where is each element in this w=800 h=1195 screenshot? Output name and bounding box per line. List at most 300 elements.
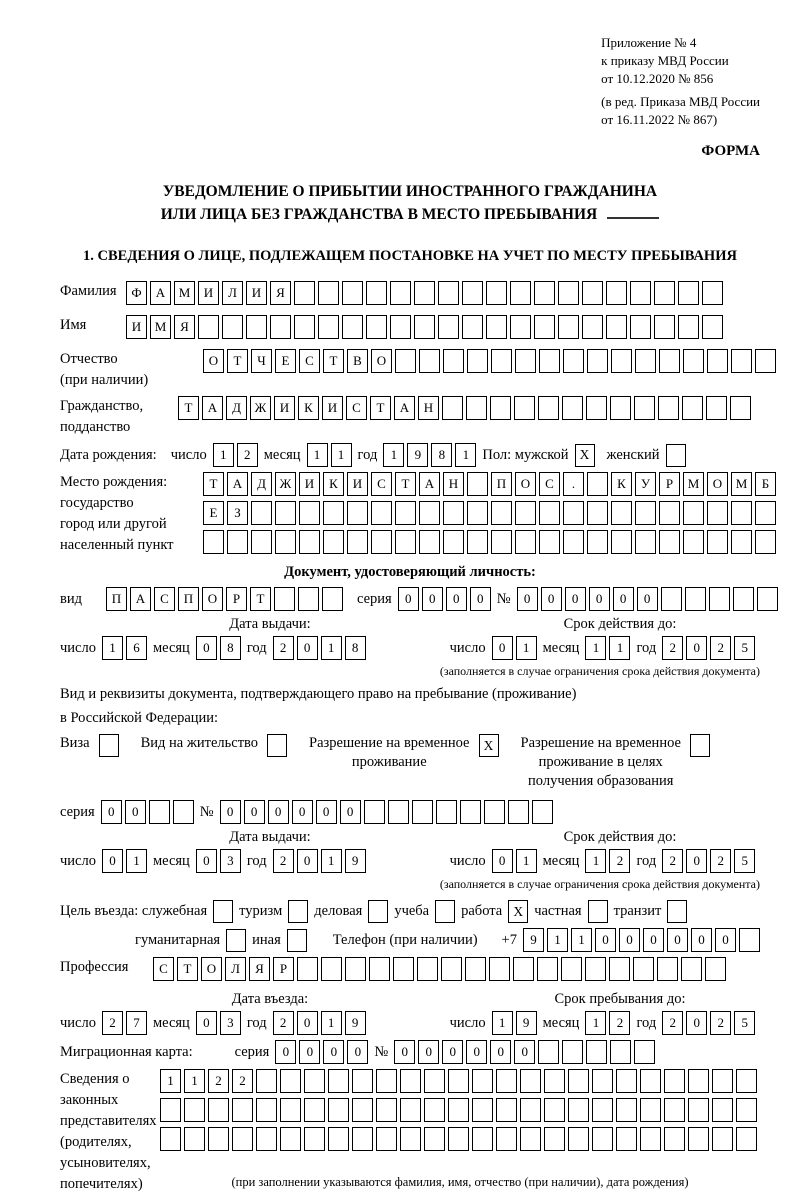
char-cell[interactable] — [515, 349, 536, 373]
char-cell[interactable] — [203, 530, 224, 554]
char-cell[interactable] — [486, 315, 507, 339]
char-cell[interactable] — [688, 1127, 709, 1151]
char-cell[interactable] — [685, 587, 706, 611]
char-cell[interactable] — [442, 396, 463, 420]
char-cell[interactable] — [683, 349, 704, 373]
char-cell[interactable]: . — [563, 472, 584, 496]
char-cell[interactable] — [256, 1127, 277, 1151]
char-cell[interactable] — [538, 396, 559, 420]
char-cell[interactable] — [369, 957, 390, 981]
char-cell[interactable] — [496, 1069, 517, 1093]
char-cell[interactable] — [275, 501, 296, 525]
char-cell[interactable]: Д — [251, 472, 272, 496]
char-cell[interactable]: 1 — [321, 849, 342, 873]
char-cell[interactable]: О — [203, 349, 224, 373]
char-cell[interactable]: 2 — [208, 1069, 229, 1093]
char-cell[interactable]: 0 — [125, 800, 146, 824]
char-cell[interactable] — [562, 1040, 583, 1064]
char-cell[interactable] — [563, 501, 584, 525]
char-cell[interactable]: 2 — [710, 636, 731, 660]
char-cell[interactable]: 2 — [237, 443, 258, 467]
char-cell[interactable] — [755, 530, 776, 554]
char-cell[interactable]: 1 — [492, 1011, 513, 1035]
char-cell[interactable]: 0 — [589, 587, 610, 611]
char-cell[interactable]: И — [198, 281, 219, 305]
char-cell[interactable] — [328, 1069, 349, 1093]
char-cell[interactable]: 9 — [345, 849, 366, 873]
char-cell[interactable] — [510, 281, 531, 305]
char-cell[interactable]: 0 — [442, 1040, 463, 1064]
char-cell[interactable]: 0 — [394, 1040, 415, 1064]
char-cell[interactable] — [609, 957, 630, 981]
char-cell[interactable] — [688, 1098, 709, 1122]
char-cell[interactable] — [736, 1098, 757, 1122]
char-cell[interactable] — [757, 587, 778, 611]
char-cell[interactable] — [388, 800, 409, 824]
char-cell[interactable] — [633, 957, 654, 981]
char-cell[interactable]: М — [150, 315, 171, 339]
char-cell[interactable] — [606, 315, 627, 339]
char-cell[interactable] — [467, 530, 488, 554]
char-cell[interactable] — [586, 1040, 607, 1064]
char-cell[interactable]: Н — [418, 396, 439, 420]
char-cell[interactable] — [592, 1098, 613, 1122]
char-cell[interactable]: С — [154, 587, 175, 611]
char-cell[interactable]: К — [298, 396, 319, 420]
char-cell[interactable] — [352, 1098, 373, 1122]
char-cell[interactable] — [635, 501, 656, 525]
char-cell[interactable] — [702, 281, 723, 305]
char-cell[interactable]: 0 — [492, 636, 513, 660]
char-cell[interactable] — [251, 501, 272, 525]
char-cell[interactable] — [534, 281, 555, 305]
char-cell[interactable] — [731, 349, 752, 373]
char-cell[interactable]: Т — [250, 587, 271, 611]
char-cell[interactable]: И — [246, 281, 267, 305]
char-cell[interactable] — [491, 530, 512, 554]
char-cell[interactable] — [491, 501, 512, 525]
char-cell[interactable] — [640, 1098, 661, 1122]
char-cell[interactable] — [222, 315, 243, 339]
char-cell[interactable] — [610, 396, 631, 420]
char-cell[interactable] — [587, 349, 608, 373]
char-cell[interactable] — [616, 1098, 637, 1122]
char-cell[interactable] — [246, 315, 267, 339]
char-cell[interactable] — [654, 315, 675, 339]
char-cell[interactable]: 0 — [297, 636, 318, 660]
char-cell[interactable] — [462, 315, 483, 339]
char-cell[interactable] — [352, 1069, 373, 1093]
char-cell[interactable]: 0 — [268, 800, 289, 824]
char-cell[interactable] — [634, 396, 655, 420]
char-cell[interactable] — [462, 281, 483, 305]
char-cell[interactable]: 1 — [585, 1011, 606, 1035]
char-cell[interactable]: 0 — [691, 928, 712, 952]
char-cell[interactable]: 0 — [595, 928, 616, 952]
char-cell[interactable] — [539, 501, 560, 525]
char-cell[interactable]: 0 — [637, 587, 658, 611]
char-cell[interactable]: В — [347, 349, 368, 373]
char-cell[interactable] — [208, 1098, 229, 1122]
char-cell[interactable]: 0 — [619, 928, 640, 952]
char-cell[interactable]: 0 — [667, 928, 688, 952]
char-cell[interactable]: 1 — [547, 928, 568, 952]
char-cell[interactable]: 0 — [398, 587, 419, 611]
char-cell[interactable]: 1 — [213, 443, 234, 467]
char-cell[interactable] — [707, 501, 728, 525]
char-cell[interactable]: Я — [174, 315, 195, 339]
char-cell[interactable] — [304, 1098, 325, 1122]
char-cell[interactable]: С — [346, 396, 367, 420]
char-cell[interactable] — [659, 530, 680, 554]
char-cell[interactable] — [611, 501, 632, 525]
char-cell[interactable] — [657, 957, 678, 981]
char-cell[interactable] — [661, 587, 682, 611]
char-cell[interactable]: У — [635, 472, 656, 496]
char-cell[interactable] — [733, 587, 754, 611]
char-cell[interactable]: 0 — [565, 587, 586, 611]
char-cell[interactable]: А — [419, 472, 440, 496]
char-cell[interactable] — [322, 587, 343, 611]
char-cell[interactable]: 2 — [662, 636, 683, 660]
char-cell[interactable] — [558, 281, 579, 305]
char-cell[interactable] — [400, 1098, 421, 1122]
char-cell[interactable]: 1 — [307, 443, 328, 467]
char-cell[interactable] — [443, 530, 464, 554]
char-cell[interactable]: М — [683, 472, 704, 496]
char-cell[interactable] — [438, 281, 459, 305]
char-cell[interactable]: Б — [755, 472, 776, 496]
char-cell[interactable] — [538, 1040, 559, 1064]
char-cell[interactable]: И — [299, 472, 320, 496]
char-cell[interactable] — [448, 1098, 469, 1122]
char-cell[interactable] — [299, 530, 320, 554]
char-cell[interactable] — [514, 396, 535, 420]
char-cell[interactable] — [664, 1069, 685, 1093]
char-cell[interactable] — [630, 281, 651, 305]
char-cell[interactable]: А — [130, 587, 151, 611]
char-cell[interactable] — [467, 349, 488, 373]
char-cell[interactable] — [731, 530, 752, 554]
char-cell[interactable]: О — [707, 472, 728, 496]
char-cell[interactable] — [592, 1069, 613, 1093]
char-cell[interactable] — [208, 1127, 229, 1151]
char-cell[interactable] — [489, 957, 510, 981]
char-cell[interactable]: 0 — [446, 587, 467, 611]
char-cell[interactable] — [736, 1069, 757, 1093]
char-cell[interactable] — [510, 315, 531, 339]
char-cell[interactable] — [544, 1069, 565, 1093]
char-cell[interactable]: М — [174, 281, 195, 305]
char-cell[interactable]: 0 — [492, 849, 513, 873]
char-cell[interactable]: 1 — [321, 1011, 342, 1035]
char-cell[interactable] — [611, 530, 632, 554]
char-cell[interactable] — [342, 281, 363, 305]
char-cell[interactable] — [472, 1127, 493, 1151]
char-cell[interactable]: 0 — [643, 928, 664, 952]
char-cell[interactable] — [347, 530, 368, 554]
char-cell[interactable]: Ч — [251, 349, 272, 373]
char-cell[interactable]: 0 — [275, 1040, 296, 1064]
char-cell[interactable] — [328, 1098, 349, 1122]
char-cell[interactable]: 2 — [710, 1011, 731, 1035]
char-cell[interactable] — [466, 396, 487, 420]
char-cell[interactable] — [412, 800, 433, 824]
char-cell[interactable] — [232, 1127, 253, 1151]
char-cell[interactable]: 0 — [715, 928, 736, 952]
char-cell[interactable]: 7 — [126, 1011, 147, 1035]
char-cell[interactable]: 3 — [220, 849, 241, 873]
char-cell[interactable] — [465, 957, 486, 981]
checkbox[interactable] — [213, 900, 233, 923]
char-cell[interactable]: 9 — [407, 443, 428, 467]
char-cell[interactable]: 2 — [273, 636, 294, 660]
char-cell[interactable] — [585, 957, 606, 981]
char-cell[interactable] — [160, 1127, 181, 1151]
char-cell[interactable] — [347, 501, 368, 525]
char-cell[interactable] — [582, 281, 603, 305]
char-cell[interactable] — [681, 957, 702, 981]
char-cell[interactable] — [299, 501, 320, 525]
char-cell[interactable]: 1 — [184, 1069, 205, 1093]
char-cell[interactable]: 2 — [232, 1069, 253, 1093]
char-cell[interactable] — [587, 530, 608, 554]
char-cell[interactable]: 5 — [734, 636, 755, 660]
char-cell[interactable]: 0 — [297, 1011, 318, 1035]
char-cell[interactable] — [419, 530, 440, 554]
char-cell[interactable]: Л — [225, 957, 246, 981]
char-cell[interactable]: 0 — [196, 636, 217, 660]
char-cell[interactable]: С — [153, 957, 174, 981]
char-cell[interactable] — [467, 472, 488, 496]
char-cell[interactable] — [755, 349, 776, 373]
char-cell[interactable] — [323, 501, 344, 525]
checkbox[interactable] — [267, 734, 287, 757]
char-cell[interactable]: 0 — [686, 636, 707, 660]
checkbox[interactable] — [690, 734, 710, 757]
char-cell[interactable]: 1 — [331, 443, 352, 467]
char-cell[interactable] — [328, 1127, 349, 1151]
char-cell[interactable]: 0 — [686, 1011, 707, 1035]
char-cell[interactable] — [586, 396, 607, 420]
char-cell[interactable]: С — [299, 349, 320, 373]
char-cell[interactable]: 5 — [734, 849, 755, 873]
char-cell[interactable]: 1 — [102, 636, 123, 660]
char-cell[interactable] — [712, 1098, 733, 1122]
char-cell[interactable]: 0 — [613, 587, 634, 611]
char-cell[interactable]: Н — [443, 472, 464, 496]
char-cell[interactable] — [544, 1127, 565, 1151]
char-cell[interactable] — [706, 396, 727, 420]
char-cell[interactable] — [414, 281, 435, 305]
char-cell[interactable]: 0 — [422, 587, 443, 611]
char-cell[interactable] — [280, 1127, 301, 1151]
char-cell[interactable]: 2 — [710, 849, 731, 873]
char-cell[interactable]: 9 — [523, 928, 544, 952]
char-cell[interactable] — [534, 315, 555, 339]
char-cell[interactable] — [634, 1040, 655, 1064]
char-cell[interactable] — [484, 800, 505, 824]
char-cell[interactable]: Р — [659, 472, 680, 496]
char-cell[interactable] — [184, 1127, 205, 1151]
char-cell[interactable] — [371, 530, 392, 554]
char-cell[interactable] — [160, 1098, 181, 1122]
char-cell[interactable] — [562, 396, 583, 420]
char-cell[interactable]: 0 — [101, 800, 122, 824]
char-cell[interactable] — [443, 501, 464, 525]
char-cell[interactable] — [630, 315, 651, 339]
char-cell[interactable]: Я — [270, 281, 291, 305]
char-cell[interactable] — [395, 349, 416, 373]
char-cell[interactable] — [227, 530, 248, 554]
char-cell[interactable] — [508, 800, 529, 824]
char-cell[interactable] — [448, 1069, 469, 1093]
char-cell[interactable] — [251, 530, 272, 554]
char-cell[interactable]: 0 — [686, 849, 707, 873]
char-cell[interactable] — [376, 1127, 397, 1151]
char-cell[interactable] — [683, 501, 704, 525]
char-cell[interactable]: 0 — [418, 1040, 439, 1064]
char-cell[interactable] — [393, 957, 414, 981]
char-cell[interactable] — [342, 315, 363, 339]
char-cell[interactable]: 0 — [340, 800, 361, 824]
char-cell[interactable] — [640, 1127, 661, 1151]
char-cell[interactable] — [563, 530, 584, 554]
char-cell[interactable] — [563, 349, 584, 373]
char-cell[interactable] — [366, 281, 387, 305]
char-cell[interactable] — [520, 1098, 541, 1122]
char-cell[interactable] — [400, 1127, 421, 1151]
char-cell[interactable] — [568, 1127, 589, 1151]
char-cell[interactable] — [436, 800, 457, 824]
char-cell[interactable]: Т — [395, 472, 416, 496]
char-cell[interactable] — [232, 1098, 253, 1122]
char-cell[interactable]: 0 — [102, 849, 123, 873]
char-cell[interactable] — [280, 1069, 301, 1093]
char-cell[interactable] — [682, 396, 703, 420]
char-cell[interactable] — [587, 501, 608, 525]
char-cell[interactable]: Т — [178, 396, 199, 420]
char-cell[interactable]: 1 — [160, 1069, 181, 1093]
char-cell[interactable]: К — [611, 472, 632, 496]
char-cell[interactable]: 8 — [345, 636, 366, 660]
char-cell[interactable]: О — [201, 957, 222, 981]
char-cell[interactable] — [376, 1098, 397, 1122]
char-cell[interactable] — [460, 800, 481, 824]
char-cell[interactable]: 6 — [126, 636, 147, 660]
char-cell[interactable] — [532, 800, 553, 824]
char-cell[interactable]: 0 — [299, 1040, 320, 1064]
char-cell[interactable]: Е — [203, 501, 224, 525]
char-cell[interactable] — [739, 928, 760, 952]
char-cell[interactable] — [467, 501, 488, 525]
char-cell[interactable]: 1 — [585, 636, 606, 660]
char-cell[interactable] — [611, 349, 632, 373]
char-cell[interactable]: С — [371, 472, 392, 496]
char-cell[interactable]: 0 — [323, 1040, 344, 1064]
char-cell[interactable]: З — [227, 501, 248, 525]
char-cell[interactable]: 1 — [455, 443, 476, 467]
char-cell[interactable] — [683, 530, 704, 554]
char-cell[interactable]: О — [371, 349, 392, 373]
char-cell[interactable] — [318, 315, 339, 339]
char-cell[interactable] — [702, 315, 723, 339]
char-cell[interactable] — [707, 349, 728, 373]
char-cell[interactable] — [390, 315, 411, 339]
char-cell[interactable]: К — [323, 472, 344, 496]
char-cell[interactable] — [256, 1069, 277, 1093]
char-cell[interactable] — [731, 501, 752, 525]
checkbox[interactable] — [588, 900, 608, 923]
char-cell[interactable]: Т — [370, 396, 391, 420]
char-cell[interactable] — [705, 957, 726, 981]
char-cell[interactable] — [318, 281, 339, 305]
char-cell[interactable]: 0 — [316, 800, 337, 824]
char-cell[interactable] — [448, 1127, 469, 1151]
char-cell[interactable]: 2 — [662, 1011, 683, 1035]
char-cell[interactable] — [640, 1069, 661, 1093]
char-cell[interactable] — [270, 315, 291, 339]
checkbox[interactable]: X — [575, 444, 595, 467]
char-cell[interactable] — [491, 349, 512, 373]
char-cell[interactable]: А — [202, 396, 223, 420]
char-cell[interactable]: А — [150, 281, 171, 305]
char-cell[interactable] — [537, 957, 558, 981]
char-cell[interactable]: 3 — [220, 1011, 241, 1035]
checkbox[interactable] — [666, 444, 686, 467]
char-cell[interactable]: 1 — [585, 849, 606, 873]
char-cell[interactable] — [274, 587, 295, 611]
char-cell[interactable] — [424, 1098, 445, 1122]
char-cell[interactable]: Л — [222, 281, 243, 305]
char-cell[interactable]: 1 — [383, 443, 404, 467]
char-cell[interactable] — [352, 1127, 373, 1151]
char-cell[interactable]: 0 — [514, 1040, 535, 1064]
char-cell[interactable]: 9 — [516, 1011, 537, 1035]
char-cell[interactable] — [414, 315, 435, 339]
char-cell[interactable]: 0 — [490, 1040, 511, 1064]
char-cell[interactable] — [568, 1098, 589, 1122]
char-cell[interactable] — [294, 281, 315, 305]
char-cell[interactable] — [755, 501, 776, 525]
char-cell[interactable]: 0 — [517, 587, 538, 611]
char-cell[interactable] — [678, 281, 699, 305]
char-cell[interactable] — [635, 349, 656, 373]
char-cell[interactable]: И — [274, 396, 295, 420]
char-cell[interactable] — [490, 396, 511, 420]
char-cell[interactable]: 0 — [220, 800, 241, 824]
char-cell[interactable] — [395, 530, 416, 554]
char-cell[interactable] — [417, 957, 438, 981]
char-cell[interactable] — [496, 1127, 517, 1151]
char-cell[interactable]: 1 — [321, 636, 342, 660]
char-cell[interactable]: Т — [203, 472, 224, 496]
char-cell[interactable] — [520, 1069, 541, 1093]
char-cell[interactable]: И — [322, 396, 343, 420]
char-cell[interactable] — [616, 1069, 637, 1093]
char-cell[interactable] — [664, 1098, 685, 1122]
char-cell[interactable]: О — [202, 587, 223, 611]
char-cell[interactable] — [256, 1098, 277, 1122]
char-cell[interactable] — [561, 957, 582, 981]
char-cell[interactable]: 9 — [345, 1011, 366, 1035]
checkbox[interactable] — [99, 734, 119, 757]
char-cell[interactable] — [513, 957, 534, 981]
char-cell[interactable] — [658, 396, 679, 420]
char-cell[interactable] — [424, 1127, 445, 1151]
char-cell[interactable]: А — [394, 396, 415, 420]
char-cell[interactable]: Ж — [250, 396, 271, 420]
